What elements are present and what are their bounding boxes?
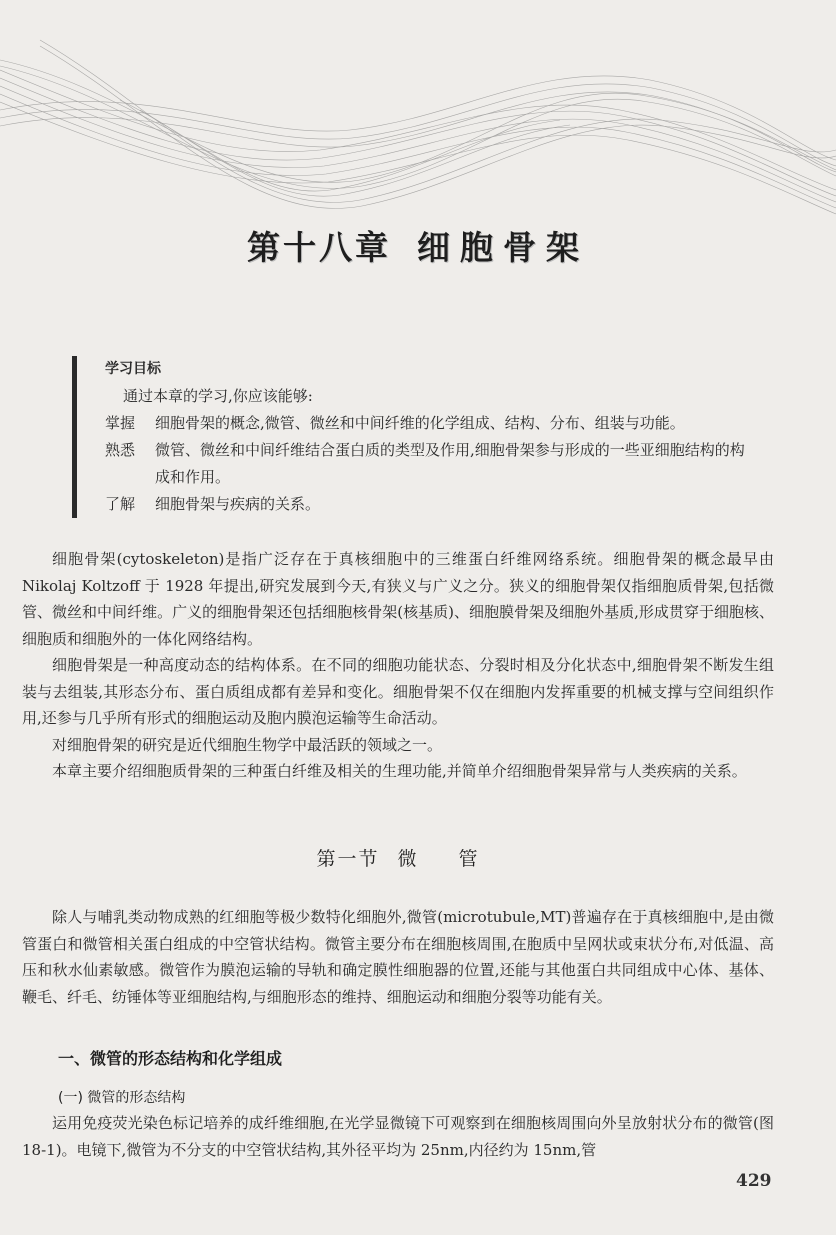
paragraph: 运用免疫荧光染色标记培养的成纤维细胞,在光学显微镜下可观察到在细胞核周围向外呈放射状分布的微管(图 18-1)。电镜下,微管为不分支的中空管状结构,其外径平均为 25nm,内径约为 15nm,管 [22, 1114, 774, 1159]
page-number: 429 [736, 1171, 772, 1191]
objective-text: 细胞骨架与疾病的关系。 [155, 495, 321, 513]
objective-label: 了解 [105, 495, 136, 513]
section-body-text [22, 904, 774, 1010]
objective-label: 掌握 [105, 414, 136, 432]
objective-text: 细胞骨架的概念,微管、微丝和中间纤维的化学组成、结构、分布、组装与功能。 [155, 414, 685, 432]
paragraph: 对细胞骨架的研究是近代细胞生物学中最活跃的领域之一。 [52, 735, 443, 754]
objective-item [105, 437, 745, 491]
paragraph: 细胞骨架(cytoskeleton)是指广泛存在于真核细胞中的三维蛋白纤维网络系统。细胞骨架的概念最早由 Nikolaj Koltzoff 于 1928 年提出,研究发展到今天,有狭义与广义之分。狭义的细胞骨架仅指细胞质骨架,包括微管、微丝和中间纤维。广义的细胞骨架还包括细胞核骨架(核基质)、细胞膜骨架及细胞外基质,形成贯穿于细胞核、细胞质和细胞外的一体化网络结构。 [22, 550, 774, 648]
subsection-heading: 一、微管的形态结构和化学组成 [58, 1049, 283, 1068]
chapter-title [0, 222, 836, 269]
paragraph: 细胞骨架是一种高度动态的结构体系。在不同的细胞功能状态、分裂时相及分化状态中,细胞骨架不断发生组装与去组装,其形态分布、蛋白质组成都有差异和变化。细胞骨架不仅在细胞内发挥重要的机械支撑与空间组织作用,还参与几乎所有形式的细胞运动及胞内膜泡运输等生命活动。 [22, 656, 774, 727]
learning-objectives-box [72, 356, 745, 518]
section-number: 第一节 [316, 848, 380, 870]
wave-ribbon-decoration [0, 0, 836, 240]
chapter-number: 第十八章 [247, 228, 391, 267]
objectives-intro: 通过本章的学习,你应该能够: [123, 387, 313, 405]
objective-text: 微管、微丝和中间纤维结合蛋白质的类型及作用,细胞骨架参与形成的一些亚细胞结构的构成和作用。 [155, 441, 745, 486]
chapter-name: 细胞骨架 [417, 228, 589, 267]
objective-label: 熟悉 [105, 441, 136, 459]
objective-item [105, 491, 745, 518]
section-title [0, 844, 836, 871]
paragraph: 本章主要介绍细胞质骨架的三种蛋白纤维及相关的生理功能,并简单介绍细胞骨架异常与人类疾病的关系。 [52, 762, 747, 780]
subsubsection-heading: (一) 微管的形态结构 [58, 1090, 186, 1106]
paragraph: 除人与哺乳类动物成熟的红细胞等极少数特化细胞外,微管(microtubule,MT)普遍存在于真核细胞中,是由微管蛋白和微管相关蛋白组成的中空管状结构。微管主要分布在细胞核周围,在胞质中呈网状或束状分布,对低温、高压和秋水仙素敏感。微管作为膜泡运输的导轨和确定膜性细胞器的位置,还能与其他蛋白共同组成中心体、基体、鞭毛、纤毛、纺锤体等亚细胞结构,与细胞形态的维持、细胞运动和细胞分裂等功能有关。 [22, 908, 774, 1006]
section-name: 微管 [397, 848, 520, 870]
objectives-heading: 学习目标 [105, 361, 161, 377]
final-body-text [22, 1110, 774, 1163]
objective-item [105, 410, 745, 437]
chapter-intro-text [22, 546, 774, 785]
